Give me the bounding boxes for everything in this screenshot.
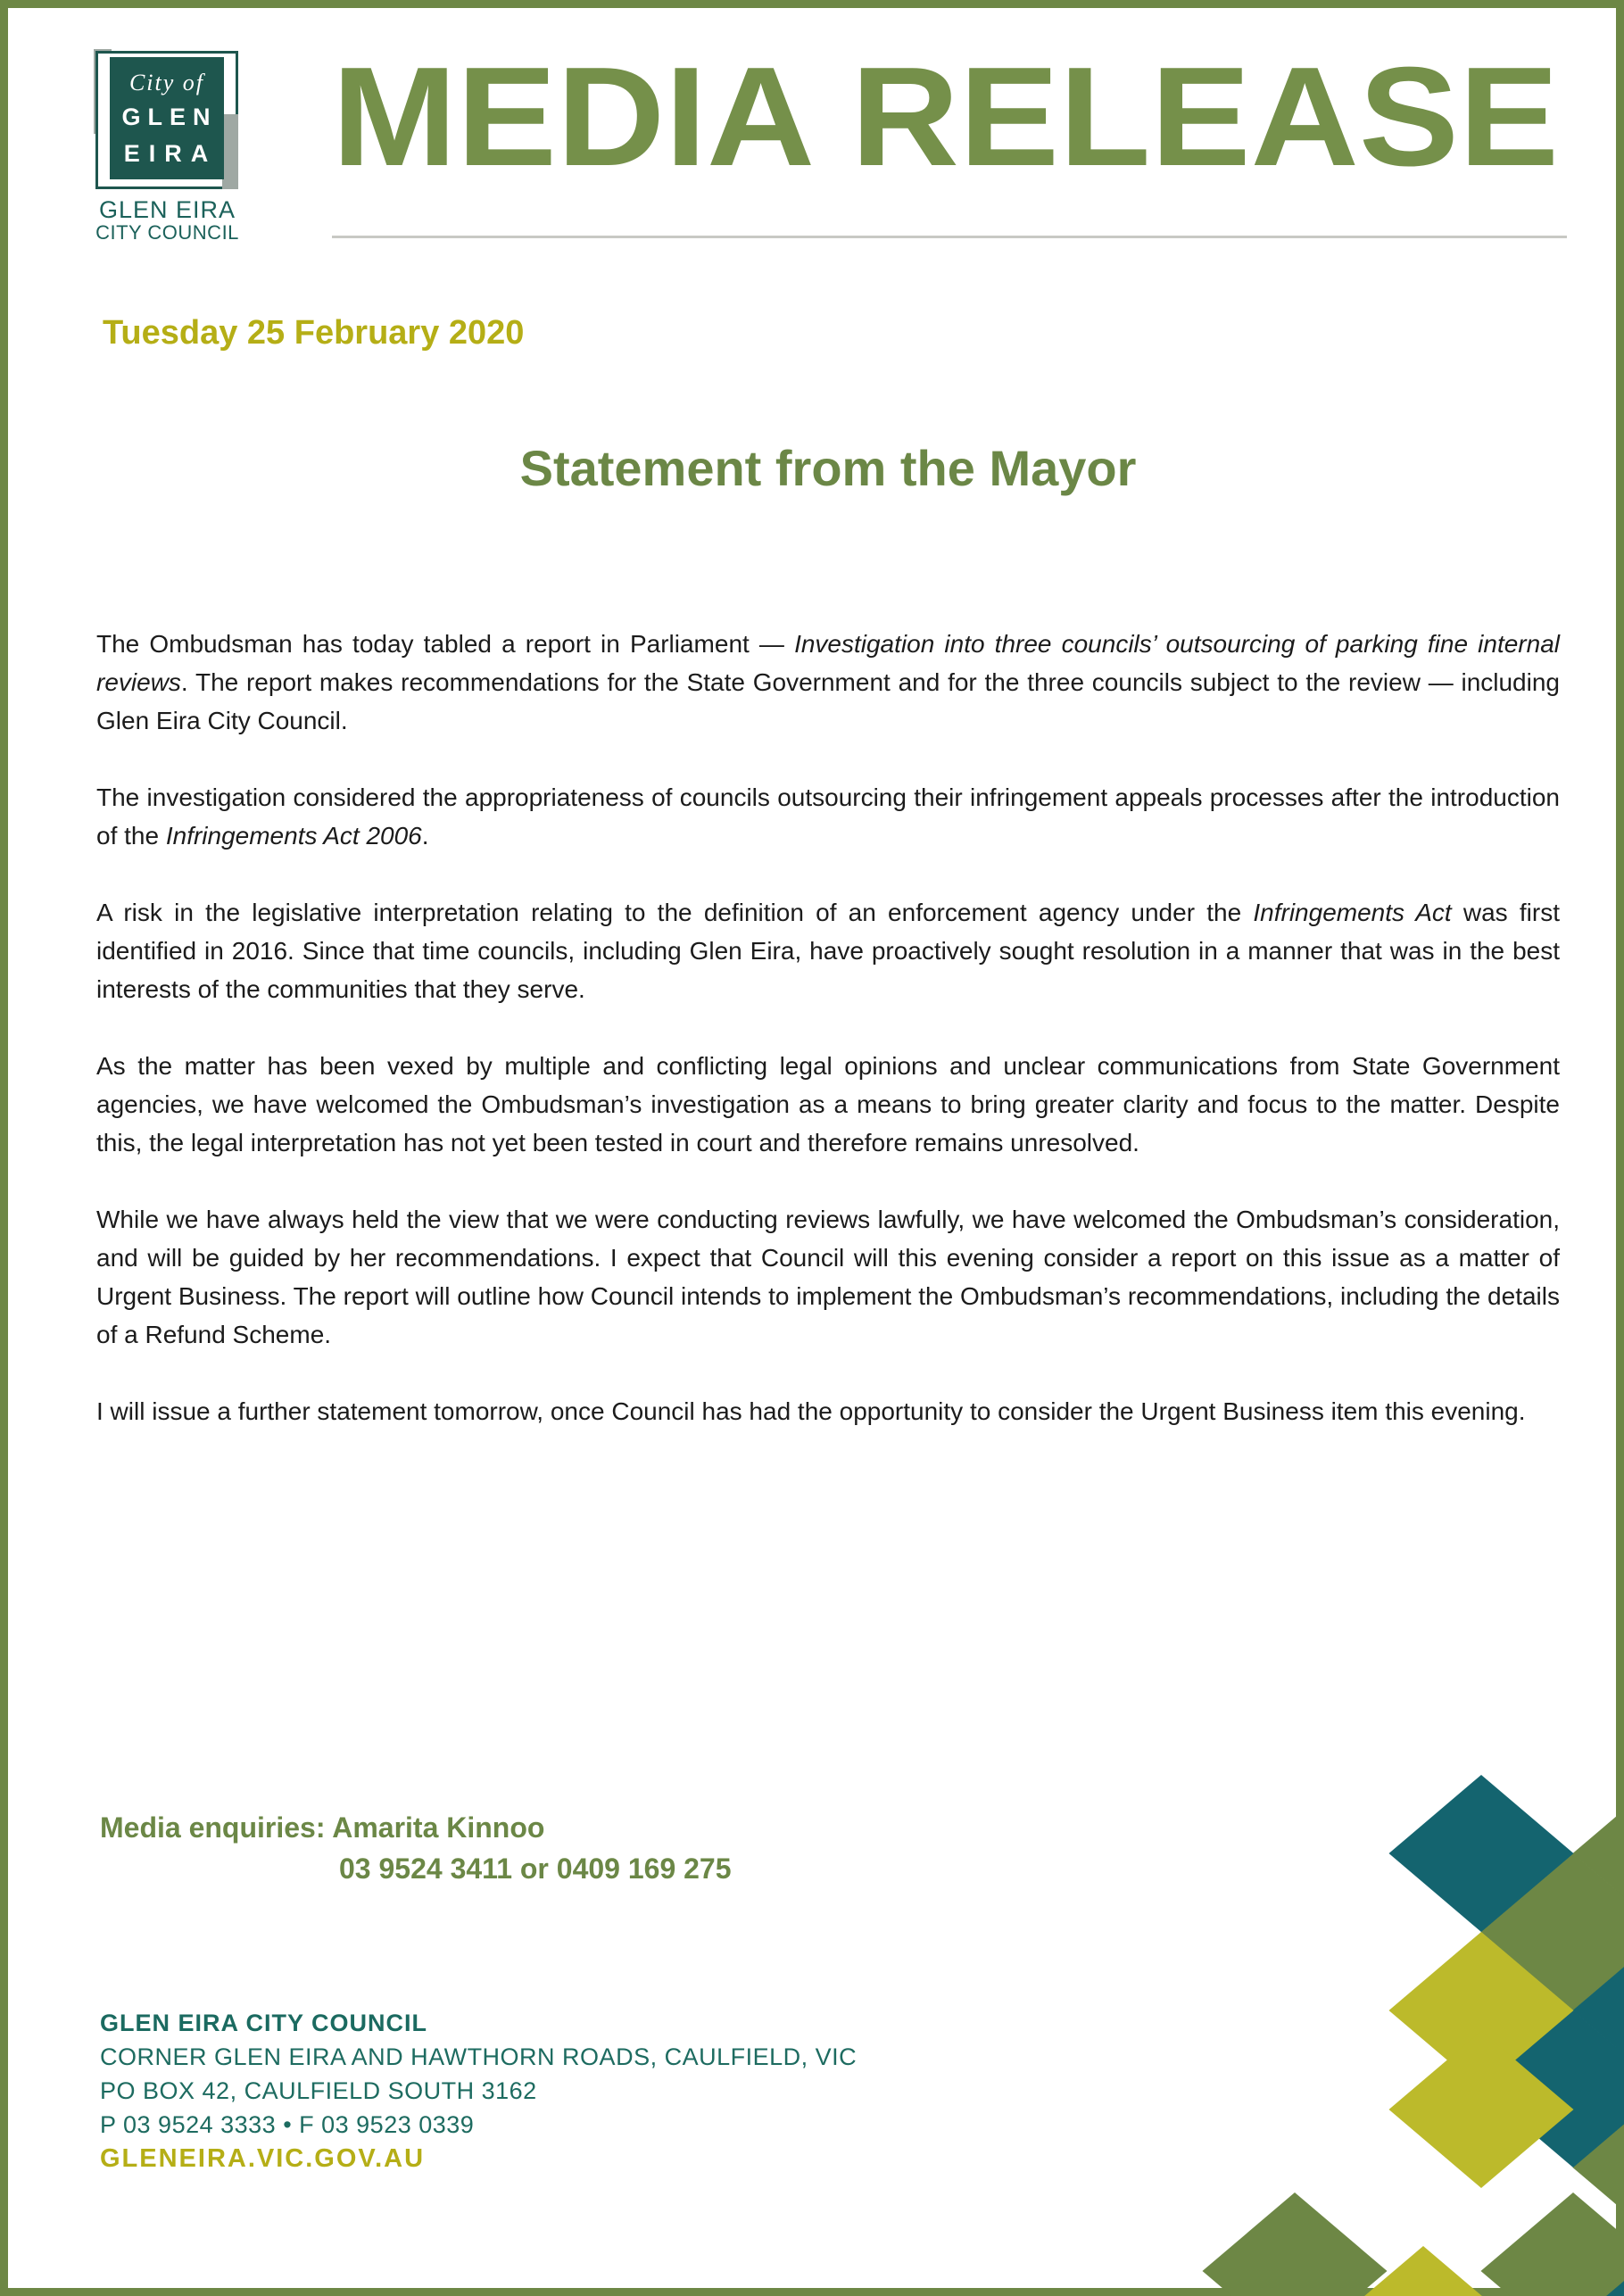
paragraph bbox=[96, 1047, 1560, 1162]
text-segment: was first identified in 2016. Since that time councils, including Glen Eira, have proactively sought resolution in a manner that was in the best interests of the communities that they serve. bbox=[96, 899, 1560, 1003]
text-segment: While we have always held the view that we were conducting reviews lawfully, we have welcomed the Ombudsman’s consideration, and will be guided by her recommendations. I expect that Council will this evening consider a report on this issue as a matter of Urgent Business. The report will outline how Council intends to implement the Ombudsman’s recommendations, including the details of a Refund Scheme. bbox=[96, 1206, 1560, 1348]
logo-glen-text: GLEN bbox=[121, 104, 218, 130]
text-segment: As the matter has been vexed by multiple and conflicting legal opinions and unclear communications from State Government agencies, we have welcomed the Ombudsman’s investigation as a means to bring greater clarity and focus to the matter. Despite this, the legal interpretation has not yet been tested in court and therefore remains unresolved. bbox=[96, 1052, 1560, 1156]
paragraph bbox=[96, 893, 1560, 1008]
footer-address-line2: PO BOX 42, CAULFIELD SOUTH 3162 bbox=[100, 2077, 537, 2104]
logo-caption-glen-eira: GLEN EIRA bbox=[98, 196, 236, 223]
text-segment: A risk in the legislative interpretation relating to the definition of an enforcement agency under the bbox=[96, 899, 1254, 926]
banner-separator-rule bbox=[332, 236, 1567, 238]
corner-diamonds bbox=[1106, 1713, 1624, 2296]
text-segment: The investigation considered the appropriateness of councils outsourcing their infringement appeals processes after the introduction of the bbox=[96, 783, 1560, 850]
media-release-banner-text: MEDIA RELEASE bbox=[332, 40, 1559, 183]
text-segment: . bbox=[421, 822, 429, 850]
text-segment: The Ombudsman has today tabled a report in Parliament — bbox=[96, 630, 795, 658]
footer-org-name: GLEN EIRA CITY COUNCIL bbox=[100, 2010, 428, 2036]
logo-city-of-text: City of bbox=[128, 70, 205, 95]
media-enquiries-contact: Media enquiries: Amarita Kinnoo bbox=[100, 1811, 545, 1844]
text-segment: . The report makes recommendations for the State Government and for the three councils subject to the review — including Glen Eira City Council. bbox=[96, 668, 1560, 734]
council-logo bbox=[94, 49, 241, 244]
logo-caption-city-council: CITY COUNCIL bbox=[95, 221, 239, 244]
text-segment: I will issue a further statement tomorrow, once Council has had the opportunity to consider the Urgent Business item this evening. bbox=[96, 1397, 1526, 1425]
release-date: Tuesday 25 February 2020 bbox=[103, 314, 525, 352]
paragraph bbox=[96, 625, 1560, 740]
diamond-shape-olive bbox=[1481, 2192, 1624, 2296]
italic-text-segment: Investigation into three councils’ outsourcing of parking fine internal reviews bbox=[96, 630, 1560, 696]
italic-text-segment: Infringements Act bbox=[1253, 899, 1452, 926]
footer-block bbox=[100, 2006, 857, 2176]
paragraph bbox=[96, 1200, 1560, 1354]
paragraph bbox=[96, 778, 1560, 855]
media-release-banner bbox=[332, 40, 1559, 183]
logo-gray-block-right bbox=[222, 114, 238, 189]
media-enquiries-block bbox=[100, 1807, 732, 1889]
paragraph bbox=[96, 1392, 1560, 1430]
diamond-shape-olive bbox=[1203, 2192, 1388, 2296]
footer-address-line1: CORNER GLEN EIRA AND HAWTHORN ROADS, CAULFIELD, VIC bbox=[100, 2043, 858, 2070]
page-title: Statement from the Mayor bbox=[519, 440, 1137, 496]
logo-eira-text: EIRA bbox=[123, 140, 218, 167]
body-paragraphs bbox=[96, 625, 1560, 1469]
italic-text-segment: Infringements Act 2006 bbox=[165, 822, 422, 850]
logo-teal-square bbox=[110, 57, 224, 179]
footer-website: GLENEIRA.VIC.GOV.AU bbox=[100, 2144, 426, 2173]
footer-phone-fax: P 03 9524 3333 • F 03 9523 0339 bbox=[100, 2111, 475, 2138]
media-enquiries-phone: 03 9524 3411 or 0409 169 275 bbox=[339, 1853, 732, 1885]
